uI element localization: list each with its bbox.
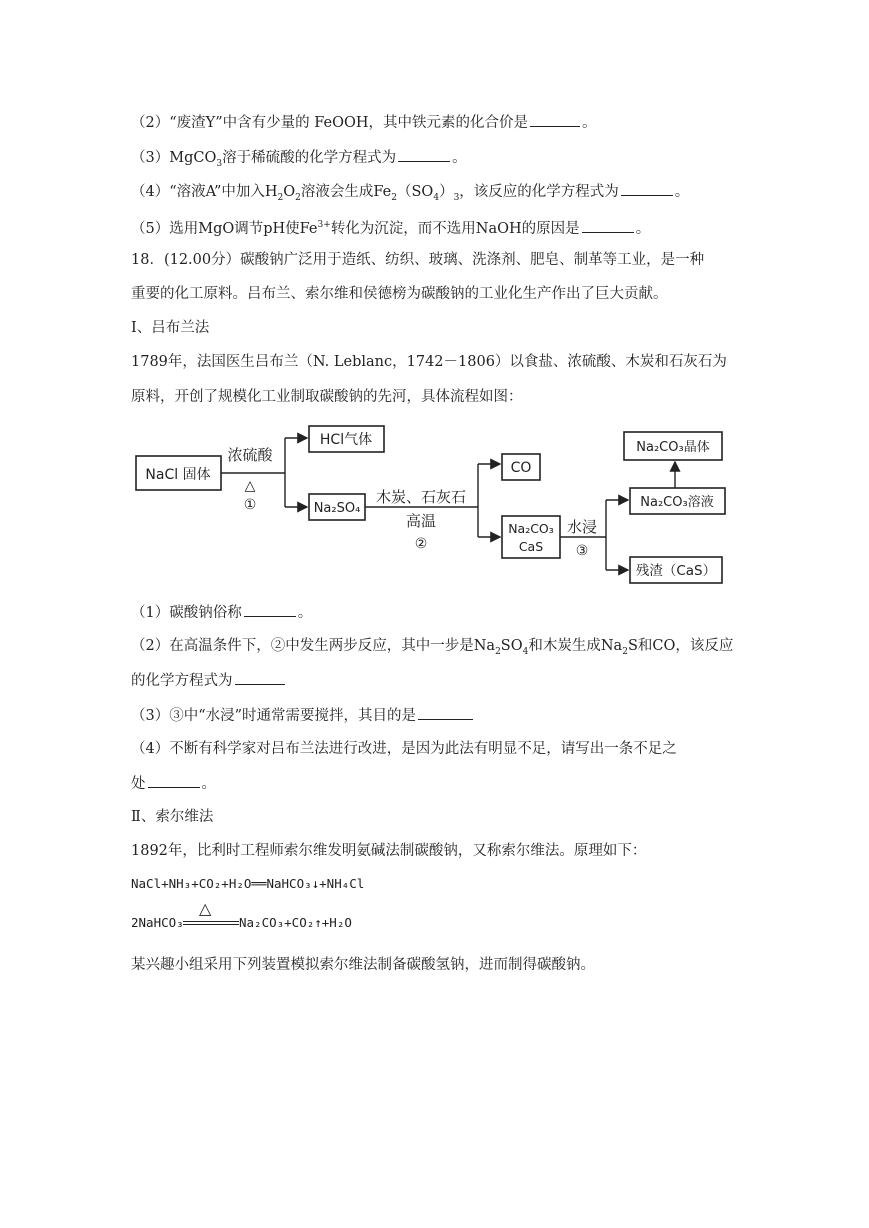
question-18-line1: 18．(12.00分）碳酸钠广泛用于造纸、纺织、玻璃、洗涤剂、肥皂、制革等工业，是一种 xyxy=(131,252,705,268)
q4-text: （4）“溶液A”中加入H xyxy=(131,184,278,200)
p2-sub: 2 xyxy=(495,646,501,657)
part1-question-3 xyxy=(131,705,475,726)
part1-question-4-line1: （4）不断有科学家对吕布兰法进行改进，是因为此法有明显不足，请写出一条不足之 xyxy=(131,741,677,757)
p2-text: 和木炭生成Na xyxy=(528,638,623,654)
q4-sub: 2 xyxy=(295,192,301,203)
co-label: CO xyxy=(510,460,532,476)
question-4 xyxy=(131,181,689,208)
question-2 xyxy=(131,112,597,133)
q2-end: 。 xyxy=(582,115,597,131)
q4-sub: 4 xyxy=(433,192,440,203)
q3-end: 。 xyxy=(452,150,467,166)
p2-text: （2）在高温条件下，②中发生两步反应，其中一步是Na xyxy=(131,638,496,654)
part1-question-1 xyxy=(131,602,312,623)
section-heading-solvay: Ⅱ、索尔维法 xyxy=(131,809,214,825)
answer-blank xyxy=(418,705,473,720)
q4-end: 。 xyxy=(674,184,690,200)
mixture-na2co3-label: Na₂CO₃ xyxy=(508,521,554,536)
p2-text-2: 的化学方程式为 xyxy=(131,673,233,689)
q4-text: 溶液会生成Fe xyxy=(300,184,392,200)
answer-blank xyxy=(621,181,673,196)
mixture-cas-label: CaS xyxy=(518,539,544,554)
q4-sub: 2 xyxy=(391,192,397,203)
water-leach-label: 水浸 xyxy=(566,518,598,536)
q2-text: （2）“废渣Y”中含有少量的 FeOOH，其中铁元素的化合价是 xyxy=(131,115,528,131)
intro-solvay: 1892年，比利时工程师索尔维发明氨碱法制碳酸钠，又称索尔维法。原理如下： xyxy=(131,843,647,859)
intro-leblanc-line2: 原料，开创了规模化工业制取碳酸钠的先河，具体流程如图： xyxy=(131,389,523,405)
charcoal-limestone-label: 木炭、石灰石 xyxy=(375,488,467,506)
high-temp-label: 高温 xyxy=(405,512,437,530)
q3-text-2: 溶于稀硫酸的化学方程式为 xyxy=(222,150,397,166)
p4-text: 处 xyxy=(131,776,146,792)
q4-text: O xyxy=(283,184,296,200)
residue-cas-label: 残渣（CaS） xyxy=(635,563,717,579)
intro-leblanc-line1: 1789年，法国医生吕布兰（N. Leblanc，1742－1806）以食盐、浓硫酸、木炭和石灰石为 xyxy=(131,354,727,370)
part1-question-4-line2 xyxy=(131,773,216,794)
answer-blank xyxy=(244,602,296,617)
q3-text: （3）MgCO xyxy=(131,150,217,166)
p3-text: （3）③中“水浸”时通常需要搅拌，其目的是 xyxy=(131,708,417,724)
p1-text: （1）碳酸钠俗称 xyxy=(131,605,242,621)
eq2-rhs: Na₂CO₃+CO₂↑+H₂O xyxy=(239,915,352,930)
answer-blank xyxy=(235,670,285,685)
q4-sub: 2 xyxy=(277,192,284,203)
leblanc-process-flowchart xyxy=(130,420,740,595)
section-heading-leblanc: Ⅰ、吕布兰法 xyxy=(131,320,210,336)
q5-text: （5）选用MgO调节pH使Fe xyxy=(131,220,318,237)
p2-sub: 4 xyxy=(522,646,529,657)
answer-blank xyxy=(398,147,450,162)
step-1-marker: ① xyxy=(243,497,257,513)
p2-text: SO xyxy=(500,638,523,654)
q5-sup: 3+ xyxy=(317,220,331,230)
nacl-label: NaCl 固体 xyxy=(145,467,211,483)
eq2-lhs: 2NaHCO₃ xyxy=(131,915,184,930)
q3-sub: 3 xyxy=(216,158,223,169)
question-5 xyxy=(131,215,650,239)
step-2-marker: ② xyxy=(414,536,428,552)
na2co3-crystal-label: Na₂CO₃晶体 xyxy=(636,440,710,455)
p2-text: S和CO，该反应 xyxy=(627,638,734,654)
eq2-heat-symbol: △ xyxy=(199,899,212,918)
conc-sulfuric-acid-label: 浓硫酸 xyxy=(227,446,273,464)
question-18-line2: 重要的化工原料。吕布兰、索尔维和侯德榜为碳酸钠的工业化生产作出了巨大贡献。 xyxy=(131,286,668,302)
part1-question-2-line1 xyxy=(131,636,733,662)
step-3-marker: ③ xyxy=(575,543,589,559)
na2co3-solution-label: Na₂CO₃溶液 xyxy=(640,495,714,510)
answer-blank xyxy=(530,112,580,127)
part1-question-2-line2 xyxy=(131,670,287,691)
q4-sub: 3 xyxy=(453,192,460,203)
q4-text: ，该反应的化学方程式为 xyxy=(459,184,619,200)
reaction-equation-1: NaCl+NH₃+CO₂+H₂O══NaHCO₃↓+NH₄Cl xyxy=(131,876,365,891)
heat-symbol: △ xyxy=(244,478,256,494)
answer-blank xyxy=(582,218,634,233)
p1-end: 。 xyxy=(297,605,313,621)
eq2-double-line xyxy=(183,921,239,925)
na2so4-label: Na₂SO₄ xyxy=(313,501,361,516)
q5-text: 转化为沉淀，而不选用NaOH的原因是 xyxy=(330,220,580,237)
q4-text: ） xyxy=(439,184,454,200)
q5-end: 。 xyxy=(635,220,651,237)
answer-blank xyxy=(148,773,200,788)
hcl-gas-label: HCl气体 xyxy=(319,432,373,448)
p2-sub: 2 xyxy=(622,646,628,657)
question-3 xyxy=(131,147,467,174)
q4-text: （SO xyxy=(397,184,434,200)
p4-end: 。 xyxy=(201,776,216,792)
closing-paragraph: 某兴趣小组采用下列装置模拟索尔维法制备碳酸氢钠，进而制得碳酸钠。 xyxy=(131,957,595,973)
